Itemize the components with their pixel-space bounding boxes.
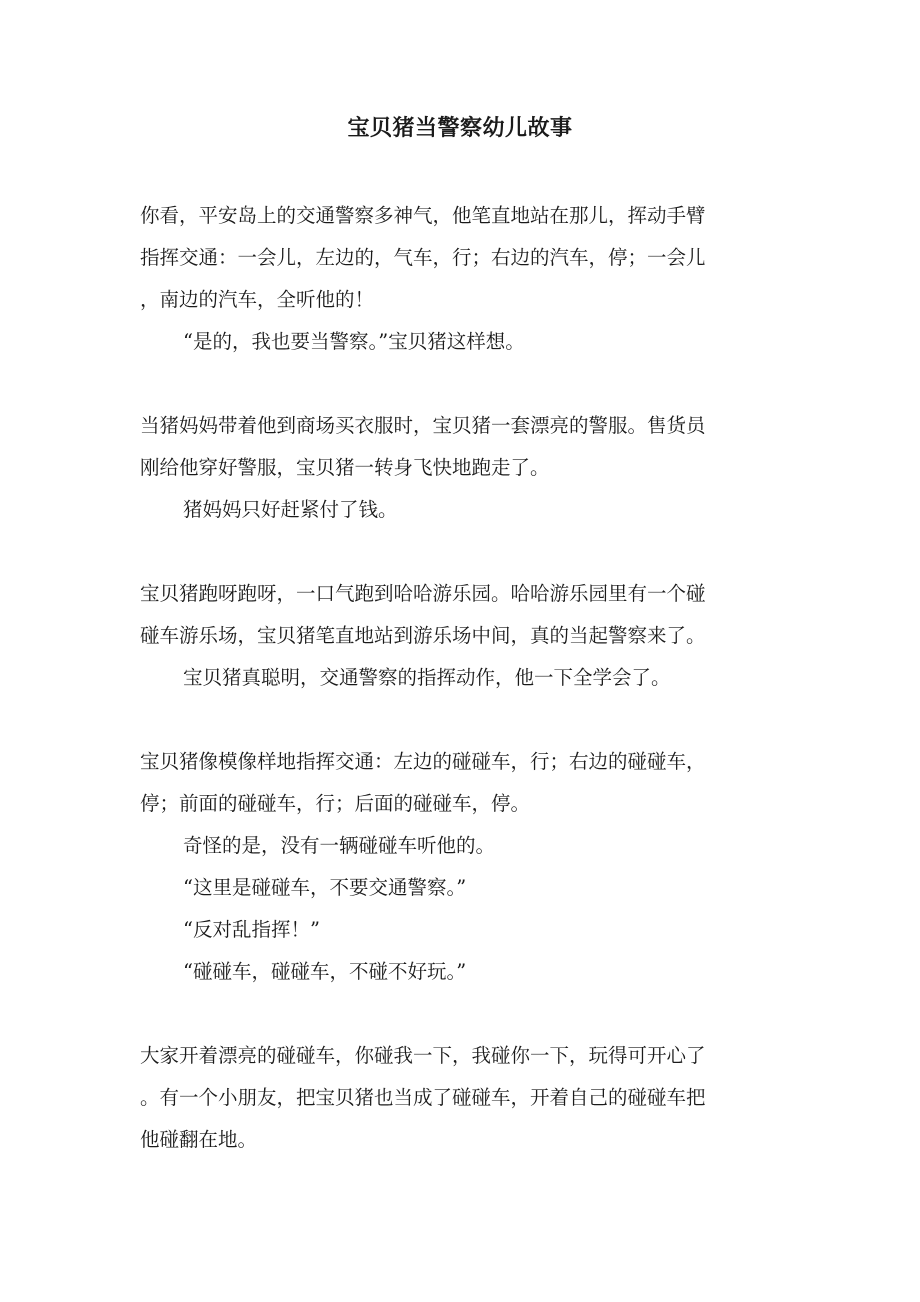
paragraph-line: “反对乱指挥！” [183,918,320,941]
paragraph-line: 停；前面的碰碰车，行；后面的碰碰车，停。 [140,792,531,815]
paragraph-line: ，南边的汽车，全听他的！ [140,288,375,311]
paragraph-line: 刚给他穿好警服，宝贝猪一转身飞快地跑走了。 [140,456,550,479]
paragraph-line: 你看，平安岛上的交通警察多神气，他笔直地站在那儿，挥动手臂 [140,204,706,227]
paragraph-line: 宝贝猪真聪明，交通警察的指挥动作，他一下全学会了。 [183,666,671,689]
paragraph-line: 碰车游乐场，宝贝猪笔直地站到游乐场中间，真的当起警察来了。 [140,624,706,647]
paragraph-line: “碰碰车，碰碰车，不碰不好玩。” [183,960,467,983]
paragraph-line: 猪妈妈只好赶紧付了钱。 [183,498,398,521]
paragraph-line: 他碰翻在地。 [140,1128,258,1151]
paragraph-line: 宝贝猪像模像样地指挥交通：左边的碰碰车，行；右边的碰碰车， [140,750,706,773]
paragraph-line: “这里是碰碰车，不要交通警察。” [183,876,467,899]
paragraph-line: 指挥交通：一会儿，左边的，气车，行；右边的汽车，停；一会儿 [140,246,706,269]
paragraph-line: 大家开着漂亮的碰碰车，你碰我一下，我碰你一下，玩得可开心了 [140,1044,706,1067]
paragraph-line: 宝贝猪跑呀跑呀，一口气跑到哈哈游乐园。哈哈游乐园里有一个碰 [140,582,706,605]
paragraph-line: 当猪妈妈带着他到商场买衣服时，宝贝猪一套漂亮的警服。售货员 [140,414,706,437]
paragraph-line: 奇怪的是，没有一辆碰碰车听他的。 [183,834,496,857]
paragraph-line: “是的，我也要当警察。”宝贝猪这样想。 [183,330,525,353]
paragraph-line: 。有一个小朋友，把宝贝猪也当成了碰碰车，开着自己的碰碰车把 [140,1086,706,1109]
document-title: 宝贝猪当警察幼儿故事 [347,115,573,141]
